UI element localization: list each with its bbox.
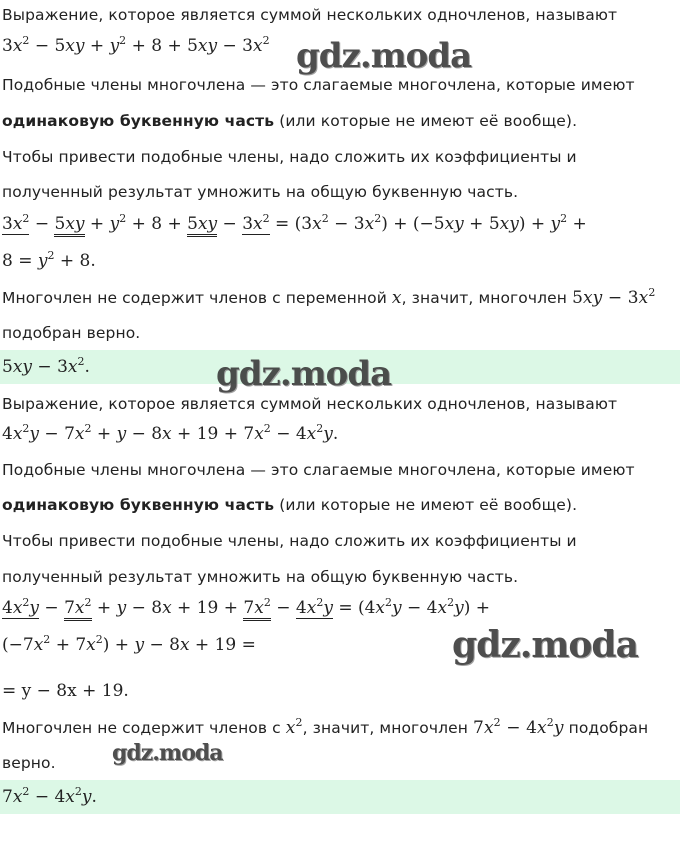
watermark-logo: gdz.moda xyxy=(296,36,472,76)
block1-rule-2: полученный результат умножить на общую буквенную часть. xyxy=(2,183,519,201)
block1-intro: Выражение, которое является суммой нескольких одночленов, называют xyxy=(2,6,618,24)
block1-conclusion-end: подобран верно. xyxy=(2,324,141,342)
bold-term: одинаковую буквенную часть xyxy=(2,112,275,130)
bold-term: одинаковую буквенную часть xyxy=(2,496,275,514)
block2-result: = y − 8x + 19. xyxy=(2,681,129,701)
block2-rule-1: Чтобы привести подобные члены, надо сложить их коэффициенты и xyxy=(2,532,577,550)
block1-expression: $3x^2 - 5xy + y^2 + 8 + 5xy - 3x^2$ xyxy=(2,34,270,56)
block2-expression: $4x^2y - 7x^2 + y - 8x + 19 + 7x^2 - 4x^2y$. xyxy=(2,422,339,444)
block2-similar-text-2: одинаковую буквенную часть (или которые не имеют её вообще). xyxy=(2,496,578,514)
watermark-logo: gdz.moda xyxy=(452,624,638,666)
block2-grouping-line1: $4x^2y - 7x^2 + y - 8x + 19 + 7x^2 - 4x^2y = (4x^2y - 4x^2y)$ + xyxy=(2,598,490,618)
block2-answer-box xyxy=(0,780,680,814)
block1-grouping-line2: $8 = y^2 + 8$. xyxy=(2,249,96,271)
block2-conclusion: Многочлен не содержит членов с $x^2$, значит, многочлен $7x^2 - 4x^2y$ подобран xyxy=(2,716,649,738)
watermark-logo: gdz.moda xyxy=(216,354,392,394)
block2-intro: Выражение, которое является суммой нескольких одночленов, называют xyxy=(2,395,618,413)
block2-similar-text: Подобные члены многочлена — это слагаемые многочлена, которые имеют xyxy=(2,461,635,479)
block2-grouping-line2: $(-7x^2 + 7x^2) + y - 8x + 19$ = xyxy=(2,633,256,655)
block1-rule-1: Чтобы привести подобные члены, надо сложить их коэффициенты и xyxy=(2,148,577,166)
block2-answer: $7x^2 - 4x^2y$. xyxy=(2,785,97,807)
block2-conclusion-end: верно. xyxy=(2,754,56,772)
block2-rule-2: полученный результат умножить на общую буквенную часть. xyxy=(2,568,519,586)
block1-conclusion: Многочлен не содержит членов с переменной x, значит, многочлен $5xy - 3x^2$ xyxy=(2,286,656,308)
block1-similar-text: Подобные члены многочлена — это слагаемые многочлена, которые имеют xyxy=(2,76,635,94)
block1-similar-text-2: одинаковую буквенную часть (или которые не имеют её вообще). xyxy=(2,112,578,130)
block1-grouping-line1: $3x^2 - 5xy + y^2 + 8 + 5xy - 3x^2 = (3x^2 - 3x^2) + (-5xy + 5xy) + y^2$ + xyxy=(2,214,587,234)
block1-answer: $5xy - 3x^2$. xyxy=(2,355,90,377)
watermark-logo: gdz.moda xyxy=(112,740,223,766)
